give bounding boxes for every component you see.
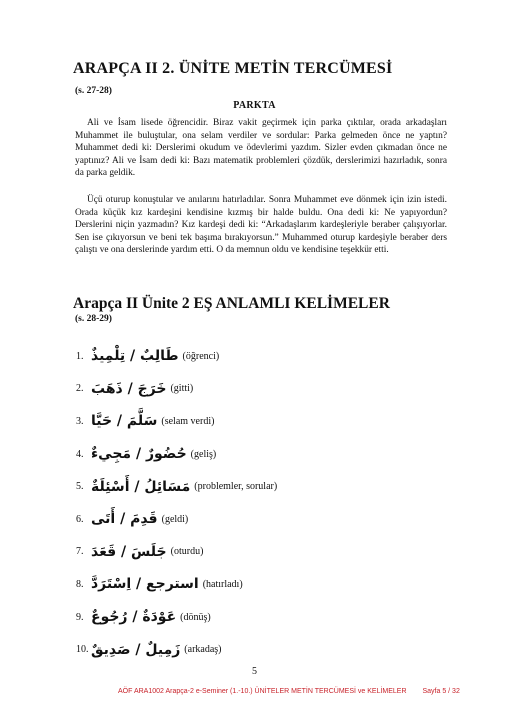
vocab-meaning: (arkadaş)	[184, 644, 222, 656]
vocab-item	[76, 438, 456, 471]
page-number: 5	[252, 666, 257, 677]
vocab-number: 4.	[76, 448, 84, 460]
footer-page-count: Sayfa 5 / 32	[422, 688, 460, 695]
vocab-meaning: (dönüş)	[180, 611, 211, 623]
vocab-number: 5.	[76, 481, 84, 493]
vocab-arabic: استرجع / اِسْتَرَدَّ	[91, 576, 199, 593]
vocab-number: 6.	[76, 513, 84, 525]
vocab-meaning: (öğrenci)	[182, 350, 220, 362]
vocab-meaning: (oturdu)	[170, 546, 204, 558]
vocab-item	[76, 405, 456, 438]
vocab-meaning: (geldi)	[161, 513, 189, 525]
vocab-item	[76, 470, 456, 503]
vocab-number: 1.	[76, 350, 84, 362]
vocab-arabic: سَلَّمَ / حَيَّا	[91, 413, 158, 430]
vocab-arabic: عَوْدَةٌ / رُجُوعٌ	[91, 609, 177, 626]
vocab-meaning: (selam verdi)	[161, 415, 215, 427]
vocab-page-range: (s. 28-29)	[75, 314, 112, 324]
footer	[118, 688, 460, 695]
vocab-arabic: خَرَجَ / ذَهَبَ	[91, 380, 167, 397]
vocab-number: 9.	[76, 611, 84, 623]
paragraph-1: Ali ve İsam lisede öğrencidir. Biraz vakit geçirmek için parka çıktılar, orada arkadaşları Muhammet ile buluştular, ona selam verdiler ve sordular: Parka gelmeden önce ne yaptın? Muhammet dedi ki: Derslerimi okudum ve ödevlerimi yazdım. Sizler evden çıkmadan önce ne yaptınız? Ali ve İsam dedi ki: Bazı matematik problemleri çözdük, derslerimizi hazırladık, sonra da parka geldik.	[75, 118, 447, 179]
vocab-number: 7.	[76, 546, 84, 558]
vocab-item	[76, 503, 456, 536]
vocab-item	[76, 340, 456, 373]
vocab-number: 3.	[76, 415, 84, 427]
vocab-arabic: طَالِبٌ / تِلْمِيذٌ	[91, 348, 179, 365]
vocab-item	[76, 536, 456, 569]
vocab-meaning: (problemler, sorular)	[194, 481, 278, 493]
page-title: ARAPÇA II 2. ÜNİTE METİN TERCÜMESİ	[73, 60, 393, 77]
vocab-arabic: قَدِمَ / أَتَى	[91, 511, 158, 528]
vocab-arabic: حُضُورٌ / مَجِيءٌ	[91, 446, 187, 463]
vocab-meaning: (geliş)	[190, 448, 217, 460]
vocab-arabic: جَلَسَ / قَعَدَ	[91, 543, 167, 560]
vocab-item	[76, 373, 456, 406]
paragraph-2: Üçü oturup konuştular ve anılarını hatırladılar. Sonra Muhammet eve dönmek için izin istedi. Orada küçük kız kardeşini kendisine kızmış bir halde buldu. Ona dedi ki: Ne yapıyordun? Derslerini niçin yazmadın? Kız kardeşi dedi ki: “Arkadaşlarım kardeşleriyle beraber çalışıyorlar. Sen ise çıkıyorsun ve beni tek başıma bırakıyorsun.” Muhammed oturup kardeşiyle beraber ders çalıştı ve ona derslerinde yardım etti. O da memnun oldu ve kendisine teşekkür etti.	[75, 195, 447, 256]
vocab-section-title: Arapça II Ünite 2 EŞ ANLAMLI KELİMELER	[73, 295, 390, 312]
vocab-list	[76, 340, 456, 666]
vocab-item	[76, 568, 456, 601]
vocab-number: 10.	[76, 644, 89, 656]
vocab-meaning: (gitti)	[170, 383, 194, 395]
vocab-number: 8.	[76, 578, 84, 590]
vocab-item	[76, 633, 456, 666]
vocab-number: 2.	[76, 383, 84, 395]
section-subtitle: PARKTA	[233, 100, 276, 111]
vocab-arabic: مَسَائِلُ / أَسْئِلَةٌ	[91, 478, 191, 495]
footer-text: AÖF ARA1002 Arapça-2 e-Seminer (1.-10.) ÜNİTELER METİN TERCÜMESİ ve KELİMELER	[118, 688, 407, 695]
vocab-meaning: (hatırladı)	[202, 578, 243, 590]
vocab-item	[76, 601, 456, 634]
page-range: (s. 27-28)	[75, 86, 112, 96]
vocab-arabic: زَمِيلٌ / صَدِيقٌ	[91, 641, 181, 658]
